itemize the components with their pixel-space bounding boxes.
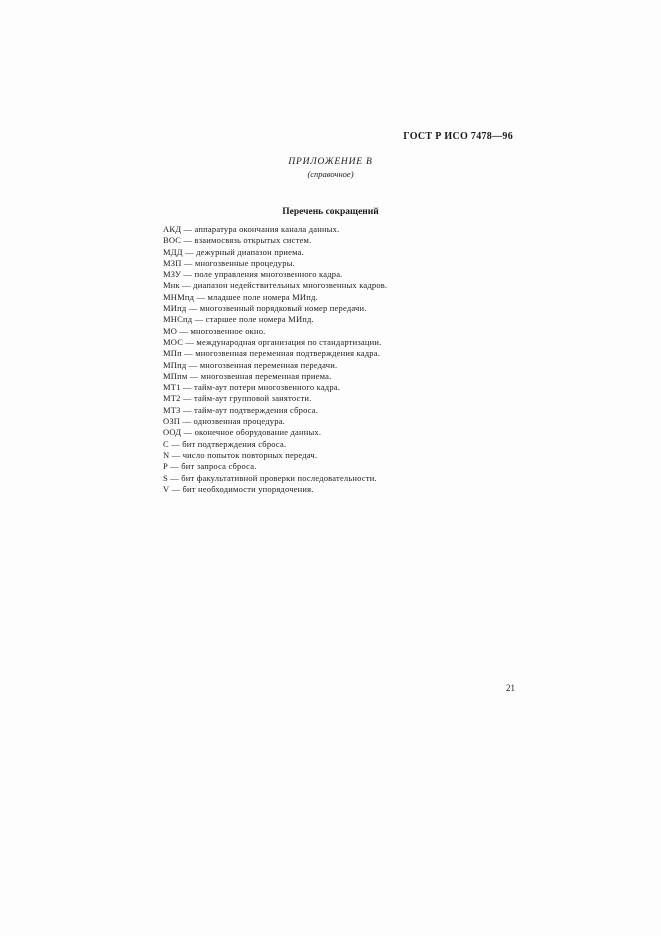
abbreviation-entry: МТ3 — тайм-аут подтверждения сброса.: [163, 404, 319, 415]
abbreviation-entry: МДД — дежурный диапазон приема.: [163, 246, 304, 257]
appendix-title: ПРИЛОЖЕНИЕ В: [288, 157, 373, 167]
document-code-header: ГОСТ Р ИСО 7478—96: [403, 131, 513, 142]
abbreviation-entry: МОС — международная организация по стандартизации.: [163, 336, 382, 347]
abbreviation-entry: МНСпд — старшее поле номера МИпд.: [163, 314, 314, 325]
abbreviation-entry: МТ2 — тайм-аут групповой занятости.: [163, 393, 312, 404]
abbreviation-entry: МО — многозвенное окно.: [163, 325, 266, 336]
abbreviation-entry: МНМпд — младшее поле номера МИпд.: [163, 291, 318, 302]
abbreviation-entry: ВОС — взаимосвязь открытых систем.: [163, 235, 312, 246]
abbreviation-entry: МИпд — многозвенный порядковый номер передачи.: [163, 303, 367, 314]
section-title: Перечень сокращений: [282, 207, 379, 217]
abbreviation-entry: МТ1 — тайм-аут потери многозвенного кадра.: [163, 382, 341, 393]
abbreviation-entry: МПпд — многозвенная переменная передачи.: [163, 359, 338, 370]
page-number: 21: [506, 683, 515, 693]
abbreviation-list: [163, 224, 387, 495]
abbreviation-entry: МЗУ — поле управления многозвенного кадра.: [163, 269, 343, 280]
abbreviation-entry: Р — бит запроса сброса.: [163, 461, 257, 472]
abbreviation-entry: Мнк — диапазон недействительных многозвенных кадров.: [163, 280, 388, 291]
abbreviation-entry: С — бит подтверждения сброса.: [163, 438, 287, 449]
abbreviation-entry: МПпм — многозвенная переменная приема.: [163, 370, 332, 381]
abbreviation-entry: ООД — оконечное оборудование данных.: [163, 427, 322, 438]
abbreviation-entry: ОЗП — однозвенная процедура.: [163, 416, 285, 427]
abbreviation-entry: N — число попыток повторных передач.: [163, 449, 318, 460]
abbreviation-entry: МПп — многозвенная переменная подтверждения кадра.: [163, 348, 381, 359]
abbreviation-entry: V — бит необходимости упорядочения.: [163, 483, 314, 494]
abbreviation-entry: S — бит факультативной проверки последовательности.: [163, 472, 377, 483]
abbreviation-entry: МЗП — многозвенные процедуры.: [163, 257, 295, 268]
appendix-note: (справочное): [307, 169, 354, 179]
abbreviation-entry: АКД — аппаратура окончания канала данных.: [163, 224, 340, 234]
